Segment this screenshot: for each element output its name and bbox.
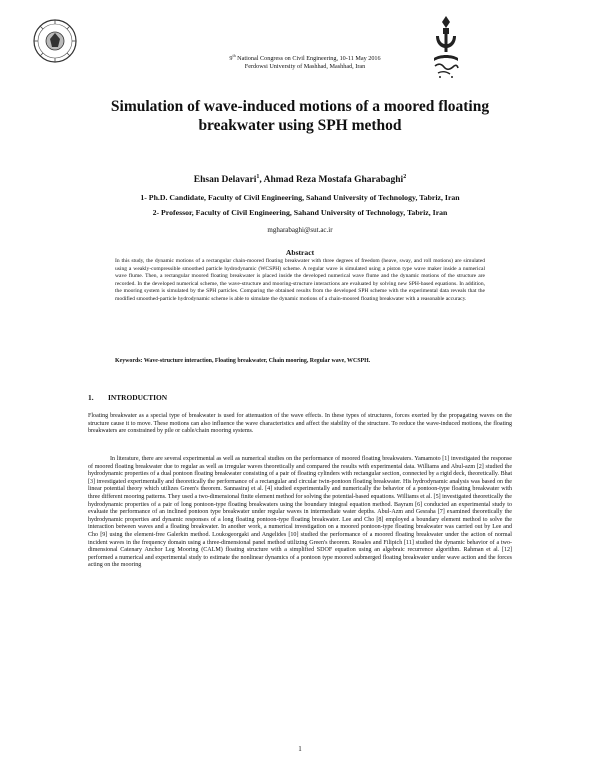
university-emblem-icon bbox=[30, 17, 80, 65]
paper-title: Simulation of wave-induced motions of a moored floating breakwater using SPH method bbox=[110, 98, 490, 134]
congress-header: 9th National Congress on Civil Engineering, 10-11 May 2016 Ferdowsi University of Mashhad, Mashhad, Iran bbox=[229, 53, 381, 71]
keywords: Keywords: Wave-structure interaction, Floating breakwater, Chain mooring, Regular wave, WCSPH. bbox=[115, 358, 371, 364]
affiliation-1: 1- Ph.D. Candidate, Faculty of Civil Engineering, Sahand University of Technology, Tabriz, Iran bbox=[140, 193, 460, 202]
contact-email: mgharabaghi@sut.ac.ir bbox=[267, 226, 333, 234]
author-list: Ehsan Delavari$^1$, Ahmad Reza Mostafa Gharabaghi$^2$ bbox=[193, 174, 407, 186]
affiliation-2: 2- Professor, Faculty of Civil Engineering, Sahand University of Technology, Tabriz, Iran bbox=[152, 208, 448, 217]
abstract-heading: Abstract bbox=[285, 248, 315, 257]
page-number: 1 bbox=[298, 745, 302, 753]
abstract-text: In this study, the dynamic motions of a rectangular chain-moored floating breakwater with three degrees of freedom (heave, sway, and roll motions) are simulated using a weakly-compressible smoothed particle hydrodynamic (WCSPH) scheme. A regular wave is simulated using a piston type wave maker inside a numerical wave flume. Then, a rectangular moored floating breakwater is placed inside the developed numerical wave flume and the dynamic motions of the structure are recorded. In the developed numerical scheme, the wave-structure and mooring-structure interactions are evaluated by solving new SPH-based equations. In addition, the mooring system is simulated by the SPH particles. Comparing the obtained results from the developed SPH scheme with the experimental data reveals that the modified smoothed-particle hydrodynamic scheme is able to simulate the dynamic motions of a chain-moored floating breakwater with a reasonable accuracy. bbox=[115, 258, 485, 302]
paragraph: Floating breakwater as a special type of breakwater is used for attenuation of the wave effects. In these types of structures, forces exerted by the propagating waves on the structure cause it to move. These motions can also influence the wave characteristics and affect the stability of the structure. To reduce the wave-induced motions, the floating breakwaters are constrained by pile or cable/chain mooring systems. bbox=[88, 413, 512, 435]
section-heading: INTRODUCTION bbox=[108, 393, 168, 402]
section-number: 1. bbox=[88, 393, 94, 402]
paragraph: In literature, there are several experimental as well as numerical studies on the performance of moored floating breakwaters. Yamamoto [1] investigated the response of moored floating breakwater due to regular as well as irregular waves theoretically and compared the results with experimental data. Williams and Abul-azm [2] studied the hydrodynamic properties of a dual pontoon floating breakwater consisting of a pair of floating cylinders with rectangular section, connected by a rigid deck, theoretically. Bhat [3] investigated experimentally and theoretically the performance of a rectangular and circular twin-pontoon floating breakwater. His hydrodynamic analysis was based on the linear potential theory which utilizes Green's theorem. Sannasiraj et al. [4] studied experimentally and numerically the behavior of a pontoon-type floating breakwater with three different mooring patterns. They used a two-dimensional finite element method for solving the potential-based equations. Williams et al. [5] investigated theoretically the hydrodynamic properties of a pair of long pontoon-type floating breakwaters using the boundary integral equation method. Bayram [6] conducted an experimental study to evaluate the performance of an inclined pontoon type breakwater under regular waves in intermediate water depths. Abul-Azm and Gesraha [7] examined theoretically the hydrodynamic properties and dynamic responses of a long floating pontoon-type floating breakwater. Lee and Cho [8] employed a boundary element method to solve the interaction between waves and a floating breakwater. In another work, a numerical investigation on a moored pontoon-type floating breakwater was carried out by Lee and Cho [9] using the element-free Galerkin method. Loukogeorgaki and Angelides [10] studied the performance of a moored floating breakwater under the action of normal incident waves in the frequency domain using a three-dimensional panel method utilizing Green's theorem. Rosales and Filipich [11] studied the dynamic behavior of a two-dimensional Catenary Anchor Leg Mooring (CALM) floating structure with a simplified SDOF equation using an algebraic recurrence algorithm. Rahman et al. [12] performed a numerical and experimental study to estimate the nonlinear dynamics of a pontoon type moored submerged floating breakwater under wave action and the forces acting on the mooring bbox=[88, 456, 512, 569]
author-name: Ehsan Delavari bbox=[193, 175, 257, 186]
author-name: Ahmad Reza Mostafa Gharabaghi bbox=[263, 175, 404, 186]
